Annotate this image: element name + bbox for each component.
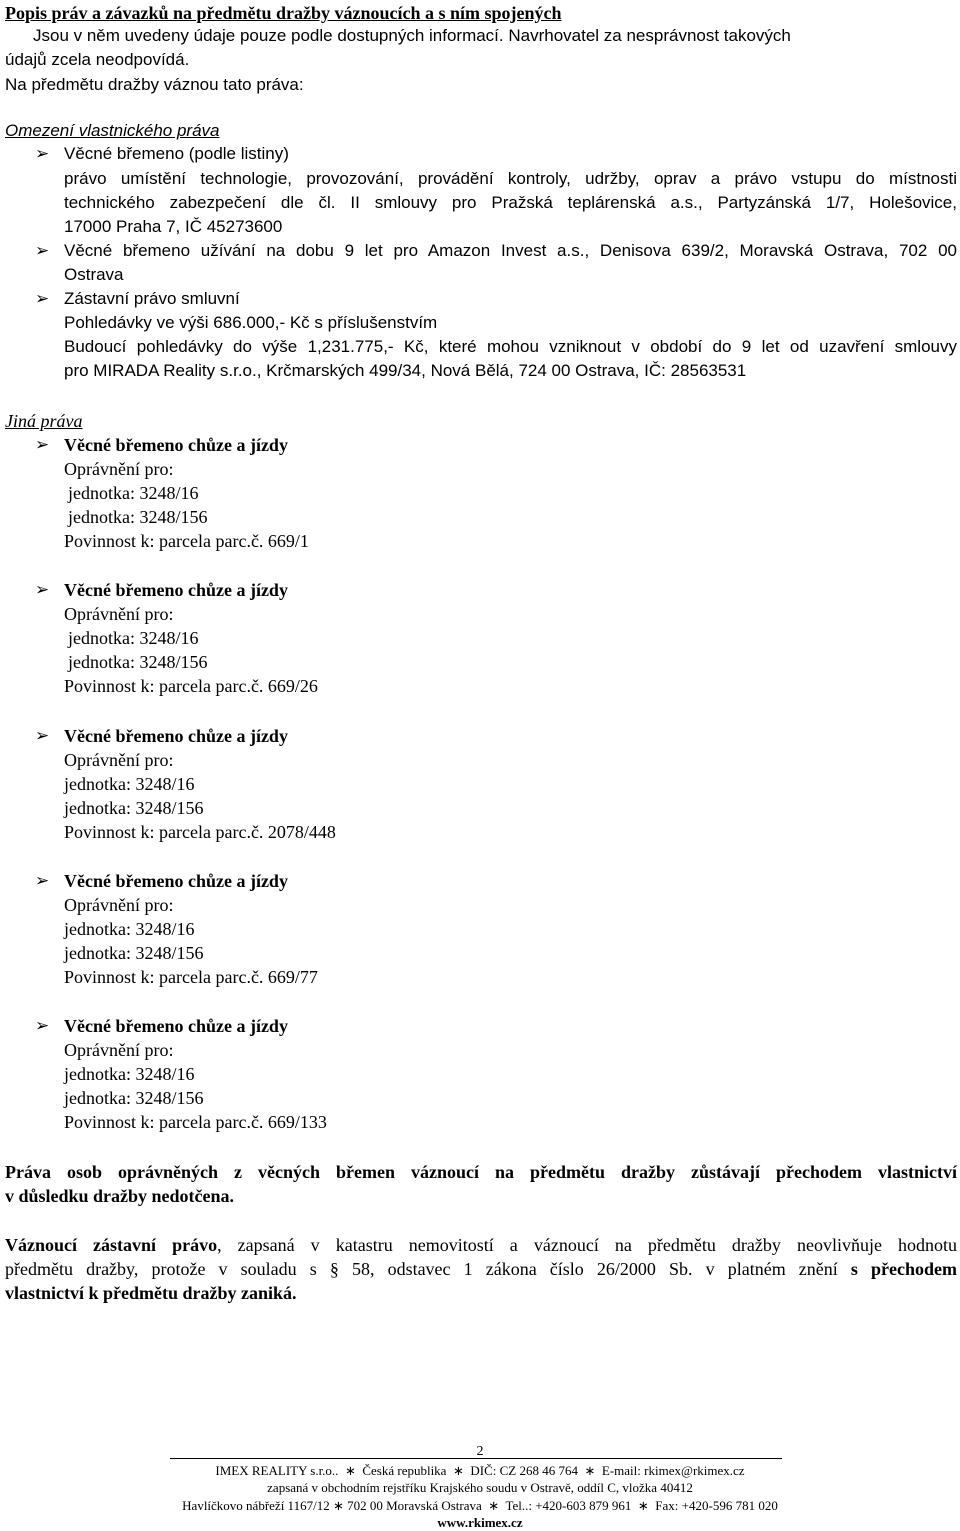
- statement-2-text: předmětu dražby, protože v souladu s § 58, odstavec 1 zákona číslo 26/2000 Sb. v platném znění: [5, 1259, 851, 1279]
- footer-email: E-mail: rkimex@rkimex.cz: [601, 1463, 745, 1478]
- page-heading: Popis práv a závazků na předmětu dražby váznoucích a s ním spojených: [5, 3, 562, 23]
- jina-item-unit-1: jednotka: 3248/16: [64, 1064, 195, 1084]
- statement-2-text: , zapsaná v katastru nemovitostí a váznoucí na předmětu dražby neovlivňuje hodnotu: [217, 1235, 957, 1255]
- omezeni-item3-line3: pro MIRADA Reality s.r.o., Krčmarských 499/34, Nová Bělá, 724 00 Ostrava, IČ: 28563531: [64, 361, 747, 380]
- footer-register: zapsaná v obchodním rejstříku Krajského soudu v Ostravě, oddíl C, vložka 40412: [267, 1480, 693, 1495]
- section-title-omezeni: Omezení vlastnického práva: [5, 121, 220, 140]
- jina-item-opravneni: Oprávnění pro:: [64, 1040, 174, 1060]
- statement-1-line-1: Práva osob oprávněných z věcných břemen váznoucí na předmětu dražby zůstávají přechodem vlastnictví: [5, 1162, 957, 1182]
- jina-item-title: Věcné břemeno chůze a jízdy: [64, 871, 288, 891]
- statement-2-bold: s přechodem: [850, 1259, 957, 1279]
- jina-item-unit-1: jednotka: 3248/16: [64, 919, 195, 939]
- omezeni-item3-line1: Pohledávky ve výši 686.000,- Kč s příslušenstvím: [64, 313, 438, 332]
- page-number: 2: [476, 1444, 484, 1459]
- jina-item-unit-2: jednotka: 3248/156: [64, 943, 204, 963]
- section-title-jina: Jiná práva: [5, 411, 83, 431]
- omezeni-item1-line3: 17000 Praha 7, IČ 45273600: [64, 217, 283, 236]
- arrow-bullet-icon: ➢: [35, 241, 50, 261]
- jina-item-unit-2: jednotka: 3248/156: [64, 798, 204, 818]
- jina-item-unit-2: jednotka: 3248/156: [68, 507, 208, 527]
- footer-line-1: [0, 1463, 960, 1479]
- disclaimer-line-1: Jsou v něm uvedeny údaje pouze podle dostupných informací. Navrhovatel za nesprávnost takových: [33, 26, 791, 45]
- footer-dic: DIČ: CZ 268 46 764: [470, 1463, 578, 1478]
- statement-2-bold-start: Váznoucí zástavní právo: [5, 1235, 218, 1255]
- arrow-bullet-icon: ➢: [35, 435, 50, 455]
- jina-item-unit-1: jednotka: 3248/16: [68, 483, 199, 503]
- jina-item-opravneni: Oprávnění pro:: [64, 459, 174, 479]
- arrow-bullet-icon: ➢: [35, 580, 50, 600]
- jina-item-povinnost: Povinnost k: parcela parc.č. 669/26: [64, 676, 318, 696]
- asterisk-icon: ∗: [452, 1463, 464, 1478]
- jina-item-unit-2: jednotka: 3248/156: [68, 652, 208, 672]
- footer-address: Havlíčkovo nábřeží 1167/12: [182, 1498, 330, 1513]
- jina-item-title: Věcné břemeno chůze a jízdy: [64, 435, 288, 455]
- jina-item-unit-1: jednotka: 3248/16: [64, 774, 195, 794]
- footer-divider: [170, 1458, 782, 1459]
- intro-text: Na předmětu dražby váznou tato práva:: [5, 75, 304, 94]
- jina-item-title: Věcné břemeno chůze a jízdy: [64, 580, 288, 600]
- footer-city: 702 00 Moravská Ostrava: [347, 1498, 482, 1513]
- jina-item-unit-2: jednotka: 3248/156: [64, 1088, 204, 1108]
- omezeni-item2-line2: Ostrava: [64, 265, 124, 284]
- jina-item-opravneni: Oprávnění pro:: [64, 895, 174, 915]
- disclaimer-line-2: údajů zcela neodpovídá.: [5, 50, 190, 69]
- statement-1-line-2: v důsledku dražby nedotčena.: [5, 1186, 235, 1206]
- jina-item-title: Věcné břemeno chůze a jízdy: [64, 1016, 288, 1036]
- omezeni-item3-line2: Budoucí pohledávky do výše 1,231.775,- Kč, které mohou vzniknout v období do 9 let od uzavření smlouvy: [64, 337, 957, 356]
- jina-item-opravneni: Oprávnění pro:: [64, 604, 174, 624]
- arrow-bullet-icon: ➢: [35, 1016, 50, 1036]
- arrow-bullet-icon: ➢: [35, 144, 50, 164]
- asterisk-icon: ∗: [637, 1498, 649, 1513]
- omezeni-item1-title: Věcné břemeno (podle listiny): [64, 144, 289, 163]
- arrow-bullet-icon: ➢: [35, 871, 50, 891]
- statement-2-line-3: vlastnictví k předmětu dražby zaniká.: [5, 1283, 297, 1303]
- asterisk-icon: ∗: [344, 1463, 356, 1478]
- arrow-bullet-icon: ➢: [35, 289, 50, 309]
- asterisk-icon: ∗: [584, 1463, 596, 1478]
- statement-2-line-1: [5, 1234, 957, 1256]
- footer-line-3: [0, 1498, 960, 1514]
- footer-website-link[interactable]: www.rkimex.cz: [437, 1515, 523, 1530]
- jina-item-title: Věcné břemeno chůze a jízdy: [64, 726, 288, 746]
- footer-country: Česká republika: [362, 1463, 447, 1478]
- omezeni-item1-line1: právo umístění technologie, provozování, provádění kontroly, udržby, oprav a právo vstupu do místnosti: [64, 169, 957, 188]
- statement-2-line-2: [5, 1258, 957, 1280]
- jina-item-opravneni: Oprávnění pro:: [64, 750, 174, 770]
- footer-fax: Fax: +420-596 781 020: [655, 1498, 778, 1513]
- jina-item-povinnost: Povinnost k: parcela parc.č. 2078/448: [64, 822, 336, 842]
- jina-item-povinnost: Povinnost k: parcela parc.č. 669/133: [64, 1112, 327, 1132]
- jina-item-povinnost: Povinnost k: parcela parc.č. 669/1: [64, 531, 309, 551]
- arrow-bullet-icon: ➢: [35, 726, 50, 746]
- omezeni-item1-line2: technického zabezpečení dle čl. II smlouvy pro Pražská teplárenská a.s., Partyzánská 1/7, Holešovice,: [64, 193, 957, 212]
- omezeni-item2-line1: Věcné břemeno užívání na dobu 9 let pro Amazon Invest a.s., Denisova 639/2, Moravská Ostrava, 702 00: [64, 241, 957, 260]
- asterisk-icon: ∗: [332, 1498, 344, 1513]
- asterisk-icon: ∗: [488, 1498, 500, 1513]
- omezeni-item3-title: Zástavní právo smluvní: [64, 289, 240, 308]
- jina-item-unit-1: jednotka: 3248/16: [68, 628, 199, 648]
- footer-tel: Tel..: +420-603 879 961: [505, 1498, 632, 1513]
- footer-company: IMEX REALITY s.r.o..: [215, 1463, 339, 1478]
- jina-item-povinnost: Povinnost k: parcela parc.č. 669/77: [64, 967, 318, 987]
